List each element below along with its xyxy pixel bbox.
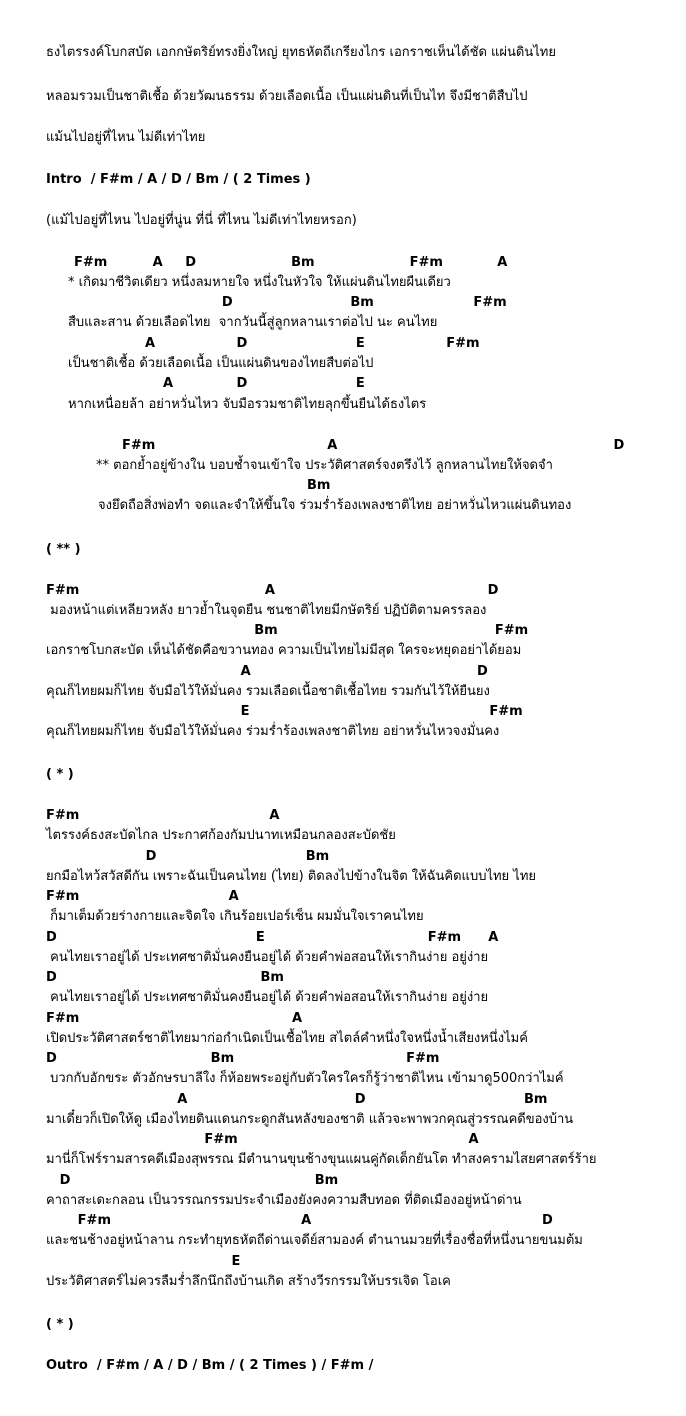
lyric-line: ไตรรงค์ธงสะบัดไกล ประกาศก้องกัมปนาทเหมือนกลองสะบัดชัย xyxy=(46,828,396,843)
lyric-line: มาเดี๋ยวก็เปิดให้ดู เมืองไทยดินแดนกระดูกสันหลังของชาติ แล้วจะพาพวกคุณสู่วรรณคดีของบ้าน xyxy=(46,1112,574,1127)
lyric-line: คนไทยเราอยู่ได้ ประเทศชาติมั่นคงยืนอยู่ได้ ด้วยคำพ่อสอนให้เรากินง่าย อยู่ง่าย xyxy=(46,990,489,1005)
lyric-line: ธงไตรรงค์โบกสบัด เอกกษัตริย์ทรงยิ่งใหญ่ ยุทธหัตถีเกรียงไกร เอกราชเห็นได้ชัด แผ่นดินไทย xyxy=(46,45,556,60)
lyric-line: * เกิดมาชีวิตเดียว หนึ่งลมหายใจ หนึ่งในหัวใจ ให้แผ่นดินไทยผืนเดียว xyxy=(68,275,451,290)
lyric-line: ยกมือไหว้สวัสดีกัน เพราะฉันเป็นคนไทย (ไทย) ติดลงไปข้างในจิต ให้ฉันคิดแบบไทย ไทย xyxy=(46,869,537,884)
section-marker: ( ** ) xyxy=(46,542,81,557)
intro-line: Intro / F#m / A / D / Bm / ( 2 Times ) xyxy=(46,172,311,187)
chord-line: F#m A xyxy=(46,1132,479,1147)
lyric-line: จงยึดถือสิ่งพ่อทำ จดและจำให้ขึ้นใจ ร่วมร่ำร้องเพลงชาติไทย อย่าหวั่นไหวแผ่นดินทอง xyxy=(98,498,572,513)
lyric-line: บวกกับอักขระ ตัวอักษรบาลีใง ก็ห้อยพระอยู่กับตัวใครใครก็รู้ว่าชาติไหน เข้ามาดู500กว่าไมค์ xyxy=(46,1071,564,1086)
lyric-line: มานี่ก็โฟร์รามสารคดีเมืองสุพรรณ มีตำนานขุนช้างขุนแผนคู่กัดเด็กยันโต ทำสงครามไสยศาสตร์ร้าย xyxy=(46,1152,597,1167)
chord-line: F#m A xyxy=(46,889,239,904)
chord-line: F#m A D xyxy=(46,583,499,598)
lyric-line: ** ตอกย้ำอยู่ข้างใน บอบช้ำจนเข้าใจ ประวัติศาสตร์จงตรึงไว้ ลูกหลานไทยให้จดจำ xyxy=(96,458,553,473)
chord-line: D Bm F#m xyxy=(46,1051,440,1066)
chord-line: E F#m xyxy=(46,704,523,719)
chord-line: D Bm xyxy=(46,849,330,864)
lyric-line: มองหน้าแต่เหลียวหลัง ยาวย้ำในจุดยืน ชนชาติไทยมีกษัตริย์ ปฏิบัติตามครรลอง xyxy=(46,603,487,618)
lyric-line: และชนช้างอยู่หน้าลาน กระทำยุทธหัตถีด่านเจดีย์สามองค์ ตำนานมวยที่เรื่องชื่อที่หนึ่งนายขนมต้ม xyxy=(46,1233,583,1248)
chord-line: F#m A D xyxy=(46,1213,553,1228)
section-marker: ( * ) xyxy=(46,1317,74,1332)
chord-line: Bm xyxy=(307,478,331,493)
chord-line: Bm F#m xyxy=(46,623,529,638)
chord-line: A D E F#m xyxy=(68,336,480,351)
lyric-line: สืบและสาน ด้วยเลือดไทย จากวันนี้สู่ลูกหลานเราต่อไป นะ คนไทย xyxy=(68,315,438,330)
chord-line: D Bm xyxy=(46,1173,339,1188)
lyric-line: เป็นชาติเชื้อ ด้วยเลือดเนื้อ เป็นแผ่นดินของไทยสืบต่อไป xyxy=(68,356,374,371)
chord-line: A D E xyxy=(68,376,365,391)
chord-line: D E F#m A xyxy=(46,930,499,945)
lyric-line: ประวัติศาสตร์ไม่ควรลืมร่ำลึกนึกถึงบ้านเกิด สร้างวีรกรรมให้บรรเจิด โอเค xyxy=(46,1274,451,1289)
chord-line: F#m A xyxy=(46,808,280,823)
lyric-line: เปิดประวัติศาสตร์ชาติไทยมาก่อกำเนิดเป็นเชื้อไทย สไตล์คำหนึ่งใจหนึ่งน้ำเสียงหนึ่งไมค์ xyxy=(46,1031,528,1046)
chord-line: A D Bm xyxy=(46,1092,548,1107)
outro-line: Outro / F#m / A / D / Bm / ( 2 Times ) / F#m / xyxy=(46,1358,374,1373)
lyric-line: ก็มาเต็มด้วยร่างกายและจิตใจ เกินร้อยเปอร์เซ็น ผมมั่นใจเราคนไทย xyxy=(46,909,424,924)
lyric-line: คนไทยเราอยู่ได้ ประเทศชาติมั่นคงยืนอยู่ได้ ด้วยคำพ่อสอนให้เรากินง่าย อยู่ง่าย xyxy=(46,950,489,965)
chord-line: A D xyxy=(46,664,488,679)
chord-line: E xyxy=(46,1254,241,1269)
chord-line: D Bm F#m xyxy=(68,295,507,310)
lyric-line: คุณก็ไทยผมก็ไทย จับมือไว้ให้มั่นคง ร่วมร่ำร้องเพลงชาติไทย อย่าหวั่นไหวจงมั่นคง xyxy=(46,724,500,739)
lyric-line: คาถาสะเดะกลอน เป็นวรรณกรรมประจำเมืองยังคงความสืบทอด ที่ติดเมืองอยู่หน้าด่าน xyxy=(46,1193,522,1208)
lyric-line: แม้นไปอยู่ที่ไหน ไม่ดีเท่าไทย xyxy=(46,130,206,145)
chord-line: F#m A xyxy=(46,1011,303,1026)
lyric-line: (แม้ไปอยู่ที่ไหน ไปอยู่ที่นู่น ที่นี่ ที่ไหน ไม่ดีเท่าไทยหรอก) xyxy=(46,213,357,228)
lyric-line: คุณก็ไทยผมก็ไทย จับมือไว้ให้มั่นคง รวมเลือดเนื้อชาติเชื้อไทย รวมกันไว้ให้ยืนยง xyxy=(46,684,490,699)
lyric-line: เอกราชโบกสะบัด เห็นได้ชัดคือขวานทอง ความเป็นไทยไม่มีสุด ใครจะหยุดอย่าได้ยอม xyxy=(46,643,522,658)
lyric-line: หลอมรวมเป็นชาติเชื้อ ด้วยวัฒนธรรม ด้วยเลือดเนื้อ เป็นแผ่นดินที่เป็นไท จึงมีชาติสืบไป xyxy=(46,89,528,104)
chord-line: D Bm xyxy=(46,970,284,985)
lyric-line: หากเหนื่อยล้า อย่าหวั่นไหว จับมือรวมชาติไทยลุกขึ้นยืนได้ธงไตร xyxy=(68,397,427,412)
section-marker: ( * ) xyxy=(46,767,74,782)
chord-line: F#m A D Bm F#m A xyxy=(74,255,508,270)
chord-line: F#m A D xyxy=(122,438,625,453)
